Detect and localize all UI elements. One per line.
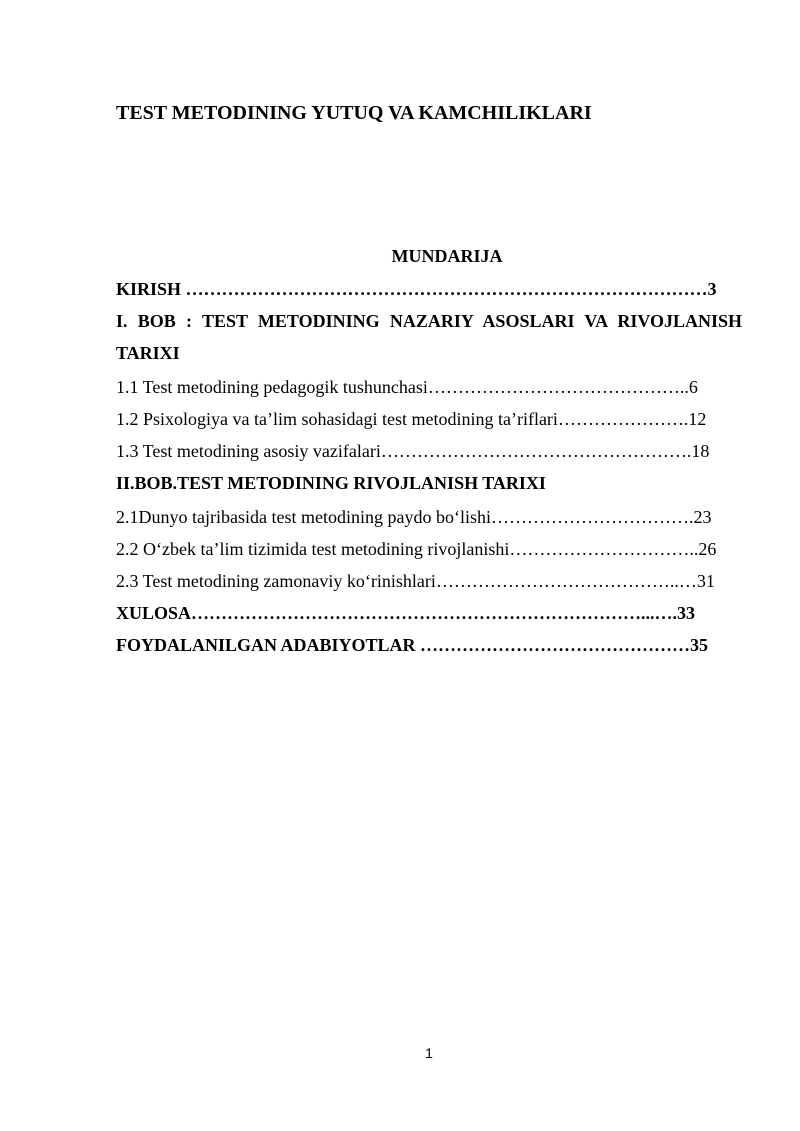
toc-entry-kirish: KIRISH ……………………………………………………………………………3: [116, 279, 717, 299]
toc-entry-1-1: 1.1 Test metodining pedagogik tushunchasi……………………………………..6: [116, 377, 698, 397]
toc-heading: MUNDARIJA: [391, 246, 503, 266]
toc-entry-2-2: 2.2 O‘zbek ta’lim tizimida test metodining rivojlanishi…………………………..26: [116, 539, 717, 559]
toc-entry-2-3: 2.3 Test metodining zamonaviy ko‘rinishlari…………………………………..…31: [116, 571, 715, 591]
toc-entry-xulosa: XULOSA…………………………………………………………………...….33: [116, 603, 696, 623]
toc-entry-2-1: 2.1Dunyo tajribasida test metodining paydo bo‘lishi…………………………….23: [116, 507, 712, 527]
page-number: 1: [425, 1045, 433, 1061]
toc-entry-1-2: 1.2 Psixologiya va ta’lim sohasidagi test metodining ta’riflari………………….12: [116, 409, 707, 429]
document-title: TEST METODINING YUTUQ VA KAMCHILIKLARI: [116, 102, 592, 124]
toc-entry-1-3: 1.3 Test metodining asosiy vazifalari…………………………………………….18: [116, 441, 710, 461]
toc-entry-chapter-1: I. BOB : TEST METODINING NAZARIY ASOSLARI VA RIVOJLANISH: [116, 311, 742, 331]
toc-entry-adabiyotlar: FOYDALANILGAN ADABIYOTLAR ………………………………………35: [116, 635, 709, 655]
toc-entry-chapter-1-cont: TARIXI: [116, 343, 180, 363]
toc-entry-chapter-2: II.BOB.TEST METODINING RIVOJLANISH TARIXI: [116, 473, 546, 493]
